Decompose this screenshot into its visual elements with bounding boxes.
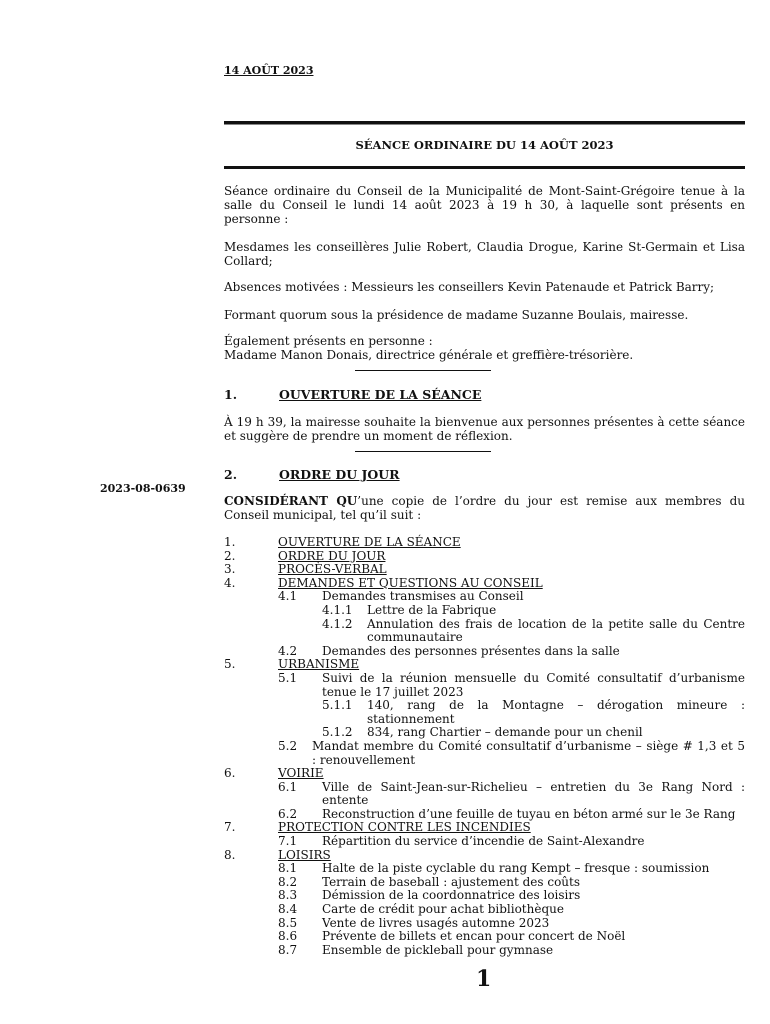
agenda-subitem: [224, 808, 745, 822]
title-rule-top-thin: [224, 124, 745, 125]
agenda-item-number: 6.2: [278, 806, 298, 821]
agenda-list: [224, 536, 745, 957]
section-2-heading: [224, 467, 400, 482]
agenda-item-number: 8.: [224, 847, 236, 862]
agenda-item-text: 834, rang Chartier – demande pour un chenil: [367, 725, 643, 740]
agenda-item-number: 2.: [224, 548, 236, 563]
agenda-subsubitem: [224, 604, 745, 618]
section-2-title: ORDRE DU JOUR: [279, 467, 400, 482]
agenda-item-number: 5.2: [278, 738, 298, 753]
agenda-item-text: 140, rang de la Montagne – dérogation mineure : stationnement: [367, 698, 745, 726]
agenda-item-number: 4.1: [278, 589, 298, 604]
section-1-number: 1.: [224, 387, 238, 402]
agenda-item-number: 8.3: [278, 888, 298, 903]
agenda-item: [224, 577, 745, 591]
agenda-subitem: [224, 889, 745, 903]
agenda-subitem: [224, 835, 745, 849]
agenda-item-number: 8.6: [278, 929, 298, 944]
agenda-item-text: Suivi de la réunion mensuelle du Comité consultatif d’urbanisme tenue le 17 juillet 2023: [322, 670, 745, 699]
agenda-item-text: Annulation des frais de location de la petite salle du Centre communautaire: [367, 616, 745, 645]
agenda-item-number: 8.2: [278, 874, 298, 889]
agenda-item-number: 4.2: [278, 643, 298, 658]
agenda-item-number: 7.1: [278, 834, 298, 849]
separator-line: [355, 370, 491, 371]
agenda-item-text: Demandes transmises au Conseil: [322, 589, 524, 604]
agenda-item-number: 6.: [224, 766, 236, 781]
agenda-item-text: DEMANDES ET QUESTIONS AU CONSEIL: [278, 575, 543, 590]
agenda-item-text: Reconstruction d’une feuille de tuyau en béton armé sur le 3e Rang: [322, 806, 736, 821]
agenda-item-text: VOIRIE: [278, 766, 324, 781]
agenda-item-number: 1.: [224, 535, 236, 549]
agenda-item-number: 8.1: [278, 861, 298, 876]
agenda-subitem: [224, 944, 745, 958]
agenda-subitem: [224, 672, 745, 699]
agenda-item-number: 6.1: [278, 779, 298, 794]
intro-paragraph-4: Formant quorum sous la présidence de madame Suzanne Boulais, mairesse.: [224, 308, 689, 322]
agenda-item-number: 8.4: [278, 902, 298, 917]
intro-paragraph-3: Absences motivées : Messieurs les conseillers Kevin Patenaude et Patrick Barry;: [224, 280, 715, 294]
agenda-item-text: PROCÈS-VERBAL: [278, 562, 387, 577]
intro-paragraph-1: Séance ordinaire du Conseil de la Municipalité de Mont-Saint-Grégoire tenue à la salle du Conseil le lundi 14 août 2023 à 19 h 30, à laquelle sont présents en personne :: [224, 184, 745, 226]
agenda-subitem: [224, 781, 745, 808]
agenda-item-text: ORDRE DU JOUR: [278, 548, 386, 563]
agenda-subitem: [224, 903, 745, 917]
agenda-subitem: [224, 740, 745, 767]
agenda-item-text: Ensemble de pickleball pour gymnase: [322, 942, 554, 957]
agenda-item-number: 5.1.1: [322, 698, 353, 713]
agenda-item: [224, 849, 745, 863]
considering-text: ’une copie de l’ordre du jour est remise aux membres du Conseil municipal, tel qu’il suit :: [224, 494, 745, 522]
agenda-subitem: [224, 930, 745, 944]
agenda-item: [224, 563, 745, 577]
agenda-item-number: 8.5: [278, 915, 298, 930]
section-2-number: 2.: [224, 467, 238, 482]
agenda-item-number: 4.1.2: [322, 616, 353, 631]
section-1-text: À 19 h 39, la mairesse souhaite la bienvenue aux personnes présentes à cette séance et suggère de prendre un moment de réflexion.: [224, 415, 745, 443]
meeting-title: SÉANCE ORDINAIRE DU 14 AOÛT 2023: [355, 138, 614, 152]
title-rule-bottom: [224, 166, 745, 169]
intro-paragraph-5b: Madame Manon Donais, directrice générale et greffière-trésorière.: [224, 348, 634, 362]
agenda-item-text: Demandes des personnes présentes dans la salle: [322, 643, 620, 658]
page-number: 1: [476, 966, 492, 992]
agenda-item-text: Lettre de la Fabrique: [367, 602, 497, 617]
agenda-item-text: Mandat membre du Comité consultatif d’urbanisme – siège # 1,3 et 5 : renouvellement: [312, 738, 745, 767]
agenda-item-number: 4.1.1: [322, 602, 353, 617]
agenda-item-text: Vente de livres usagés automne 2023: [322, 915, 550, 930]
agenda-subitem: [224, 590, 745, 604]
agenda-item-text: LOISIRS: [278, 847, 331, 862]
agenda-item-text: PROTECTION CONTRE LES INCENDIES: [278, 820, 531, 835]
agenda-item-text: Répartition du service d’incendie de Saint-Alexandre: [322, 834, 645, 849]
agenda-item: [224, 821, 745, 835]
considering-lead: CONSIDÉRANT QU: [224, 494, 358, 508]
section-1-title: OUVERTURE DE LA SÉANCE: [279, 387, 482, 402]
agenda-subitem: [224, 876, 745, 890]
agenda-item-text: Terrain de baseball : ajustement des coûts: [322, 874, 580, 889]
agenda-subitem: [224, 917, 745, 931]
section-1-heading: [224, 387, 481, 402]
agenda-item-number: 5.1: [278, 670, 298, 685]
agenda-item: [224, 767, 745, 781]
agenda-item-number: 5.1.2: [322, 725, 353, 740]
agenda-item-text: Ville de Saint-Jean-sur-Richelieu – entretien du 3e Rang Nord : entente: [322, 779, 745, 808]
agenda-subsubitem: [224, 699, 745, 726]
agenda-item: [224, 536, 745, 550]
agenda-subitem: [224, 862, 745, 876]
section-2-text: [224, 494, 745, 522]
agenda-item-number: 7.: [224, 820, 236, 835]
separator-line: [355, 451, 491, 452]
agenda-item-text: Démission de la coordonnatrice des loisirs: [322, 888, 581, 903]
resolution-number: 2023-08-0639: [100, 482, 186, 495]
agenda-item-number: 3.: [224, 562, 236, 577]
header-date: 14 AOÛT 2023: [224, 64, 314, 77]
agenda-item-text: URBANISME: [278, 657, 360, 672]
agenda-item-number: 8.7: [278, 942, 298, 957]
agenda-subitem: [224, 645, 745, 659]
agenda-item: [224, 658, 745, 672]
agenda-item-text: OUVERTURE DE LA SÉANCE: [278, 535, 461, 549]
intro-paragraph-2: Mesdames les conseillères Julie Robert, Claudia Drogue, Karine St-Germain et Lisa Collard;: [224, 240, 745, 268]
agenda-item-number: 4.: [224, 575, 236, 590]
agenda-subsubitem: [224, 726, 745, 740]
agenda-item-text: Carte de crédit pour achat bibliothèque: [322, 902, 564, 917]
agenda-item-number: 5.: [224, 657, 236, 672]
agenda-item-text: Halte de la piste cyclable du rang Kempt – fresque : soumission: [322, 861, 710, 876]
agenda-item-text: Prévente de billets et encan pour concert de Noël: [322, 929, 626, 944]
intro-paragraph-5a: Également présents en personne :: [224, 334, 433, 348]
agenda-subsubitem: [224, 618, 745, 645]
